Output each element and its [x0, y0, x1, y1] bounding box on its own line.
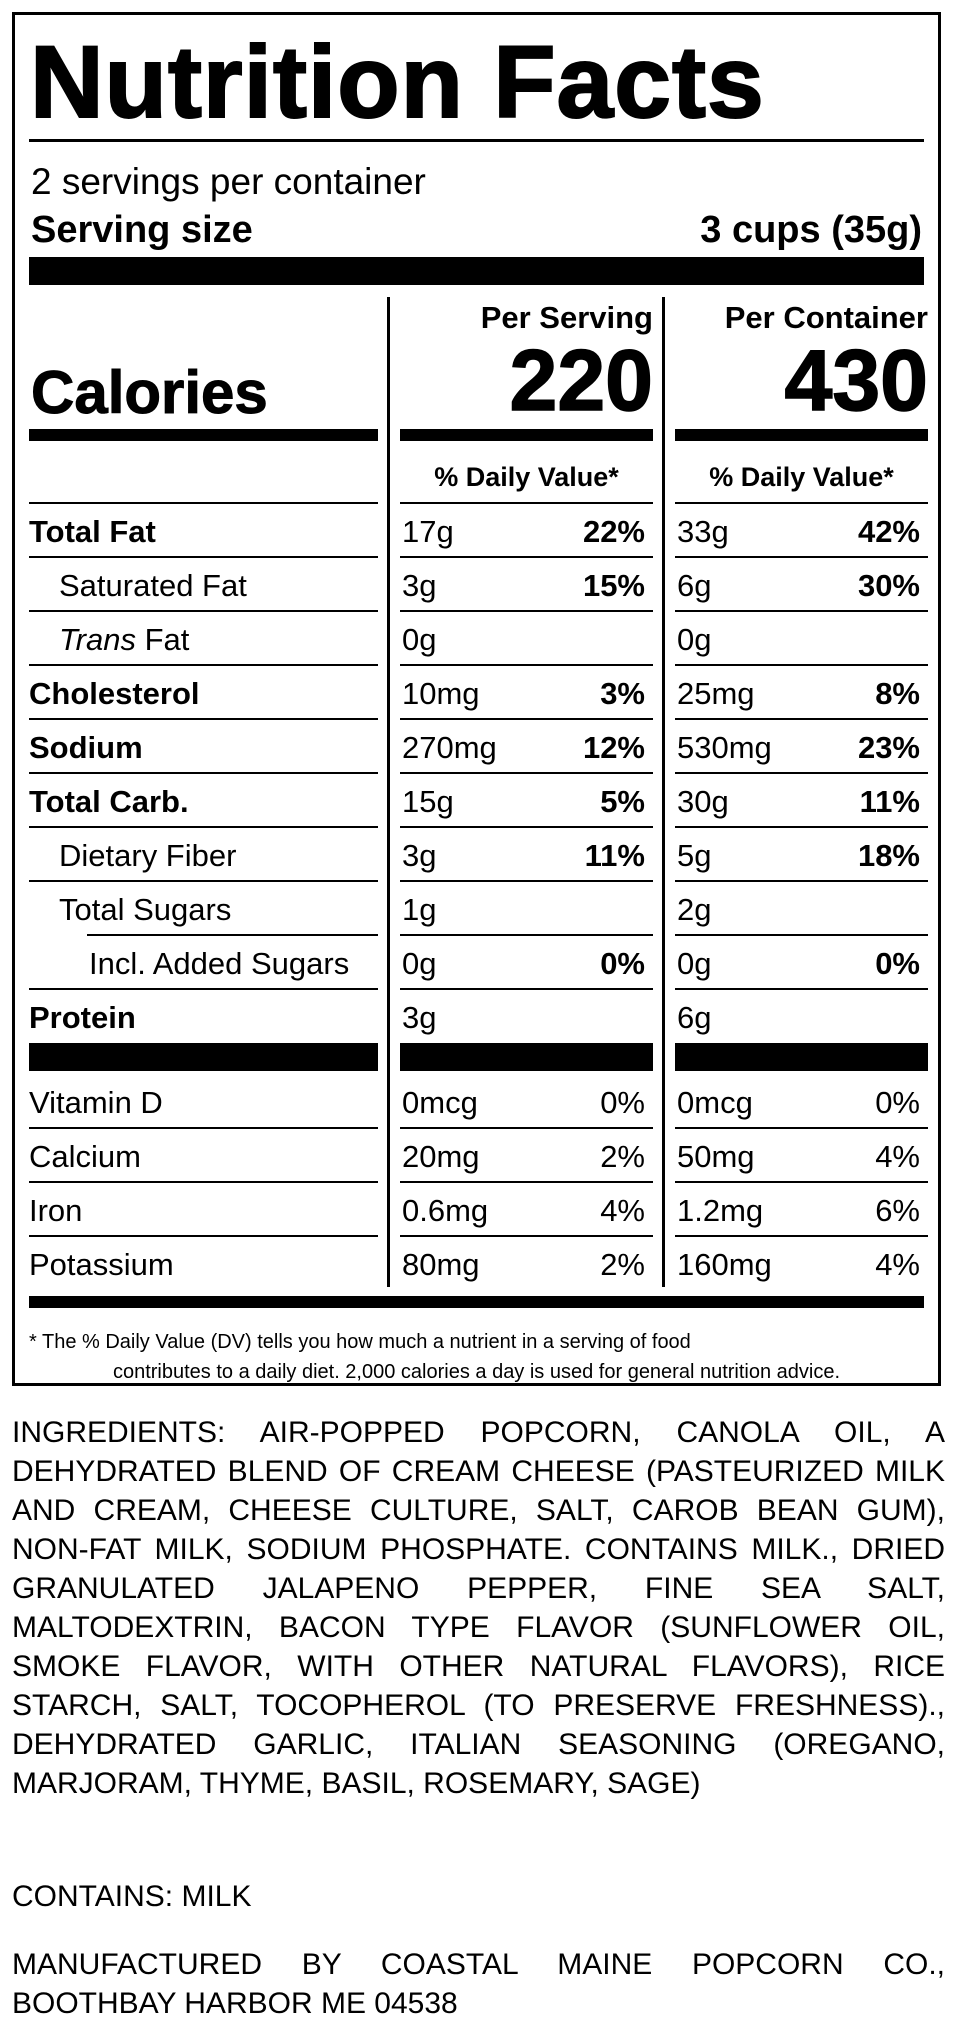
- table-row: [15, 934, 938, 988]
- serving-daily-value: 0%: [600, 946, 645, 981]
- nutrient-label: Total Carb.: [29, 784, 189, 819]
- serving-amount: 3g: [402, 1000, 437, 1035]
- serving-amount: 80mg: [402, 1247, 480, 1282]
- vitamin-bar-mid: [400, 1043, 653, 1071]
- serving-daily-value: 11%: [584, 838, 645, 873]
- row-divider: [400, 718, 653, 720]
- serving-size-label: Serving size: [31, 209, 253, 251]
- container-daily-value: 23%: [857, 730, 920, 765]
- container-daily-value: 4%: [875, 1247, 920, 1282]
- serving-amount: 0g: [402, 946, 437, 981]
- serving-amount: 270mg: [402, 730, 497, 765]
- serving-size-value: 3 cups (35g): [700, 209, 922, 251]
- panel-title: Nutrition Facts: [30, 25, 765, 139]
- title-divider: [29, 139, 924, 142]
- table-row: [15, 556, 938, 610]
- table-row: [15, 1073, 938, 1127]
- row-divider: [400, 1181, 653, 1183]
- row-divider: [29, 880, 378, 882]
- row-divider: [400, 664, 653, 666]
- row-divider: [400, 610, 653, 612]
- serving-amount: 10mg: [402, 676, 480, 711]
- row-divider: [400, 988, 653, 990]
- row-divider: [29, 502, 378, 504]
- serving-amount: 0mcg: [402, 1085, 478, 1120]
- calories-bar-right: [675, 429, 928, 441]
- vitamin-table: [15, 1073, 938, 1289]
- container-daily-value: 8%: [875, 676, 920, 711]
- row-divider: [29, 610, 378, 612]
- row-divider: [29, 772, 378, 774]
- trans-label-italic: Trans: [59, 622, 136, 657]
- daily-value-footnote: [29, 1327, 924, 1387]
- container-daily-value: 42%: [857, 514, 920, 549]
- row-divider: [400, 1235, 653, 1237]
- container-daily-value: 0%: [875, 946, 920, 981]
- vitamin-label: Potassium: [29, 1247, 174, 1282]
- table-row: [15, 664, 938, 718]
- row-divider: [29, 988, 378, 990]
- serving-daily-value: 5%: [600, 784, 645, 819]
- servings-per-container: 2 servings per container: [31, 161, 426, 202]
- row-divider: [675, 664, 928, 666]
- container-amount: 0g: [677, 622, 712, 657]
- vitamin-label: Calcium: [29, 1139, 141, 1174]
- row-divider: [675, 1181, 928, 1183]
- row-divider: [675, 610, 928, 612]
- row-divider: [400, 1127, 653, 1129]
- nutrient-label: Protein: [29, 1000, 136, 1035]
- footnote-line-2: contributes to a daily diet. 2,000 calories a day is used for general nutrition advice.: [112, 1361, 841, 1383]
- row-divider: [87, 934, 378, 936]
- container-amount: 0mcg: [677, 1085, 753, 1120]
- calories-per-container: 430: [784, 333, 928, 429]
- table-row: [15, 718, 938, 772]
- footnote-line-1: * The % Daily Value (DV) tells you how much a nutrient in a serving of food: [29, 1331, 691, 1353]
- serving-amount: 3g: [402, 838, 437, 873]
- row-divider: [675, 556, 928, 558]
- container-amount: 1.2mg: [677, 1193, 764, 1228]
- per-serving-heading: Per Serving: [480, 300, 653, 335]
- daily-value-heading-container: % Daily Value*: [709, 462, 894, 492]
- per-container-heading: Per Container: [724, 300, 928, 335]
- serving-daily-value: 12%: [582, 730, 645, 765]
- row-divider: [29, 1181, 378, 1183]
- thick-divider-bottom: [29, 1296, 924, 1308]
- row-divider: [675, 502, 928, 504]
- serving-amount: 20mg: [402, 1139, 480, 1174]
- row-divider: [29, 718, 378, 720]
- vitamin-bar-left: [29, 1043, 378, 1071]
- serving-daily-value: 4%: [600, 1193, 645, 1228]
- table-row: [15, 1235, 938, 1289]
- serving-daily-value: 15%: [582, 568, 645, 603]
- row-divider: [29, 1127, 378, 1129]
- serving-daily-value: 22%: [582, 514, 645, 549]
- container-daily-value: 6%: [875, 1193, 920, 1228]
- row-divider: [29, 556, 378, 558]
- row-divider: [400, 772, 653, 774]
- row-divider: [675, 988, 928, 990]
- serving-amount: 0g: [402, 622, 437, 657]
- calories-label: Calories: [31, 359, 268, 426]
- container-daily-value: 18%: [857, 838, 920, 873]
- row-divider: [675, 934, 928, 936]
- manufacturer-text: MANUFACTURED BY COASTAL MAINE POPCORN CO., BOOTHBAY HARBOR ME 04538: [12, 1948, 945, 2020]
- container-amount: 0g: [677, 946, 712, 981]
- row-divider: [400, 880, 653, 882]
- nutrient-label: Dietary Fiber: [59, 838, 237, 873]
- nutrient-table: [15, 502, 938, 1042]
- container-amount: 33g: [677, 514, 729, 549]
- container-daily-value: 11%: [859, 784, 920, 819]
- row-divider: [29, 826, 378, 828]
- vitamin-bar-right: [675, 1043, 928, 1071]
- row-divider: [675, 772, 928, 774]
- table-row: [15, 826, 938, 880]
- serving-daily-value: 3%: [600, 676, 645, 711]
- row-divider: [29, 664, 378, 666]
- serving-amount: 3g: [402, 568, 437, 603]
- ingredients-text: INGREDIENTS: AIR-POPPED POPCORN, CANOLA OIL, A DEHYDRATED BLEND OF CREAM CHEESE (PASTEURIZED MILK AND CREAM, CHEESE CULTURE, SALT, CAROB BEAN GUM), NON-FAT MILK, SODIUM PHOSPHATE. CONTAINS MILK., DRIED GRANULATED JALAPENO PEPPER, FINE SEA SALT, MALTODEXTRIN, BACON TYPE FLAVOR (SUNFLOWER OIL, SMOKE FLAVOR, WITH OTHER NATURAL FLAVORS), RICE STARCH, SALT, TOCOPHEROL (TO PRESERVE FRESHNESS)., DEHYDRATED GARLIC, ITALIAN SEASONING (OREGANO, MARJORAM, THYME, BASIL, ROSEMARY, SAGE): [12, 1416, 945, 1800]
- container-daily-value: 30%: [857, 568, 920, 603]
- container-daily-value: 4%: [875, 1139, 920, 1174]
- table-row: [15, 988, 938, 1042]
- calories-bar-left: [29, 429, 378, 441]
- trans-label-rest: Fat: [135, 622, 190, 657]
- daily-value-heading-serving: % Daily Value*: [434, 462, 619, 492]
- serving-daily-value: 0%: [600, 1085, 645, 1120]
- vitamin-label: Vitamin D: [29, 1085, 163, 1120]
- row-divider: [400, 826, 653, 828]
- container-amount: 25mg: [677, 676, 755, 711]
- calories-bar-mid: [400, 429, 653, 441]
- row-divider: [400, 502, 653, 504]
- row-divider: [675, 718, 928, 720]
- table-row: [15, 502, 938, 556]
- nutrient-label: Sodium: [29, 730, 143, 765]
- row-divider: [29, 1235, 378, 1237]
- serving-daily-value: 2%: [600, 1139, 645, 1174]
- table-row: [15, 610, 938, 664]
- calories-per-serving: 220: [509, 333, 653, 429]
- container-amount: 30g: [677, 784, 729, 819]
- allergen-statement: CONTAINS: MILK: [12, 1880, 252, 1913]
- nutrition-facts-panel: [12, 12, 941, 1386]
- container-amount: 160mg: [677, 1247, 772, 1282]
- container-amount: 50mg: [677, 1139, 755, 1174]
- row-divider: [400, 556, 653, 558]
- row-divider: [675, 1235, 928, 1237]
- container-amount: 6g: [677, 568, 712, 603]
- container-amount: 5g: [677, 838, 712, 873]
- row-divider: [675, 826, 928, 828]
- row-divider: [675, 880, 928, 882]
- table-row: [15, 1181, 938, 1235]
- vitamin-label: Iron: [29, 1193, 83, 1228]
- serving-amount: 1g: [402, 892, 437, 927]
- serving-amount: 15g: [402, 784, 454, 819]
- table-row: [15, 772, 938, 826]
- nutrient-label: [59, 624, 189, 655]
- nutrient-label: Total Sugars: [59, 892, 232, 927]
- table-row: [15, 880, 938, 934]
- serving-daily-value: 2%: [600, 1247, 645, 1282]
- container-amount: 6g: [677, 1000, 712, 1035]
- nutrient-label: Cholesterol: [29, 676, 200, 711]
- serving-amount: 17g: [402, 514, 454, 549]
- nutrient-label: Total Fat: [29, 514, 156, 549]
- nutrient-label: Incl. Added Sugars: [89, 946, 350, 981]
- serving-amount: 0.6mg: [402, 1193, 489, 1228]
- table-row: [15, 1127, 938, 1181]
- row-divider: [400, 934, 653, 936]
- thick-divider-top: [29, 257, 924, 285]
- container-daily-value: 0%: [875, 1085, 920, 1120]
- row-divider: [675, 1127, 928, 1129]
- container-amount: 530mg: [677, 730, 772, 765]
- nutrient-label: Saturated Fat: [59, 568, 247, 603]
- container-amount: 2g: [677, 892, 712, 927]
